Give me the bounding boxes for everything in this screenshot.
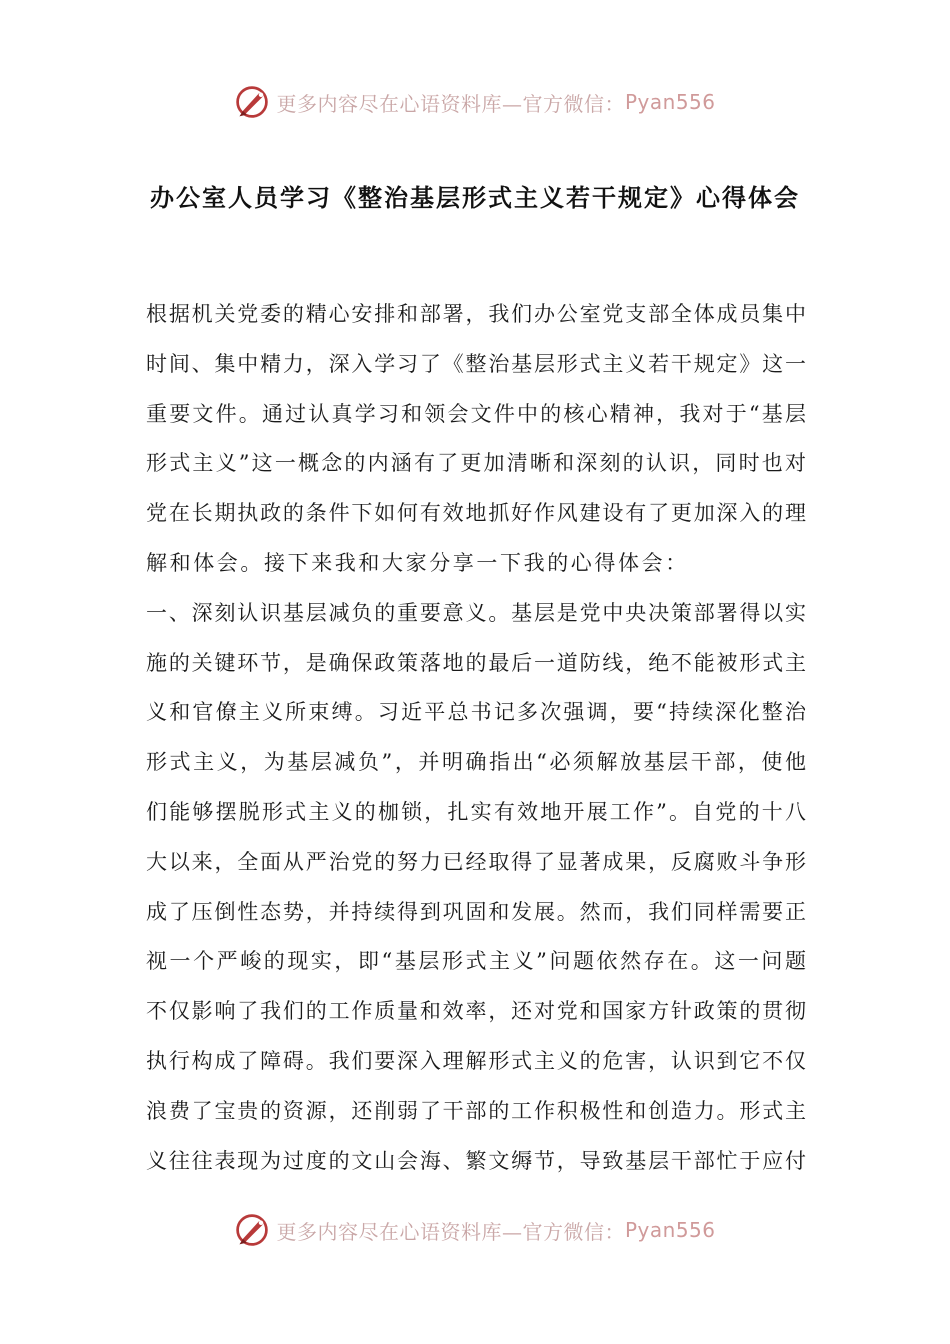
pen-logo-icon: [234, 84, 270, 120]
body-line: 义和官僚主义所束缚。习近平总书记多次强调，要“持续深化整治: [146, 700, 806, 725]
body-line: 施的关键环节，是确保政策落地的最后一道防线，绝不能被形式主: [146, 650, 806, 675]
document-title: 办公室人员学习《整治基层形式主义若干规定》心得体会: [150, 183, 800, 212]
watermark-wechat-id: Pyan556: [624, 1218, 716, 1242]
body-line: 解和体会。接下来我和大家分享一下我的心得体会：: [146, 550, 689, 575]
body-line: 党在长期执政的条件下如何有效地抓好作风建设有了更加深入的理: [146, 501, 806, 526]
body-line: 们能够摆脱形式主义的枷锁，扎实有效地开展工作”。自党的十八: [146, 799, 806, 824]
body-line: 时间、集中精力，深入学习了《整治基层形式主义若干规定》这一: [146, 351, 806, 376]
watermark-text: 更多内容尽在心语资料库—官方微信：: [276, 91, 625, 116]
body-line: 形式主义”这一概念的内涵有了更加清晰和深刻的认识，同时也对: [146, 451, 806, 476]
watermark-text: 更多内容尽在心语资料库—官方微信：: [276, 1219, 625, 1244]
body-line: 根据机关党委的精心安排和部署，我们办公室党支部全体成员集中: [146, 302, 806, 326]
body-line: 执行构成了障碍。我们要深入理解形式主义的危害，认识到它不仅: [146, 1048, 806, 1073]
body-line: 浪费了宝贵的资源，还削弱了干部的工作积极性和创造力。形式主: [146, 1098, 806, 1123]
watermark-wechat-id: Pyan556: [624, 90, 716, 114]
body-line: 一、深刻认识基层减负的重要意义。基层是党中央决策部署得以实: [146, 600, 806, 625]
pen-logo-icon: [234, 1212, 270, 1248]
header-watermark: [0, 82, 950, 122]
body-line: 视一个严峻的现实，即“基层形式主义”问题依然存在。这一问题: [146, 949, 806, 974]
body-line: 大以来，全面从严治党的努力已经取得了显著成果，反腐败斗争形: [146, 849, 806, 874]
document-body: [146, 290, 806, 1186]
body-line: 成了压倒性态势，并持续得到巩固和发展。然而，我们同样需要正: [146, 899, 806, 924]
body-line: 形式主义，为基层减负”，并明确指出“必须解放基层干部，使他: [146, 750, 806, 775]
footer-watermark: [0, 1210, 950, 1250]
body-line: 义往往表现为过度的文山会海、繁文缛节，导致基层干部忙于应付: [146, 1148, 806, 1173]
body-line: 重要文件。通过认真学习和领会文件中的核心精神，我对于“基层: [146, 401, 806, 426]
body-line: 不仅影响了我们的工作质量和效率，还对党和国家方针政策的贯彻: [146, 999, 806, 1024]
